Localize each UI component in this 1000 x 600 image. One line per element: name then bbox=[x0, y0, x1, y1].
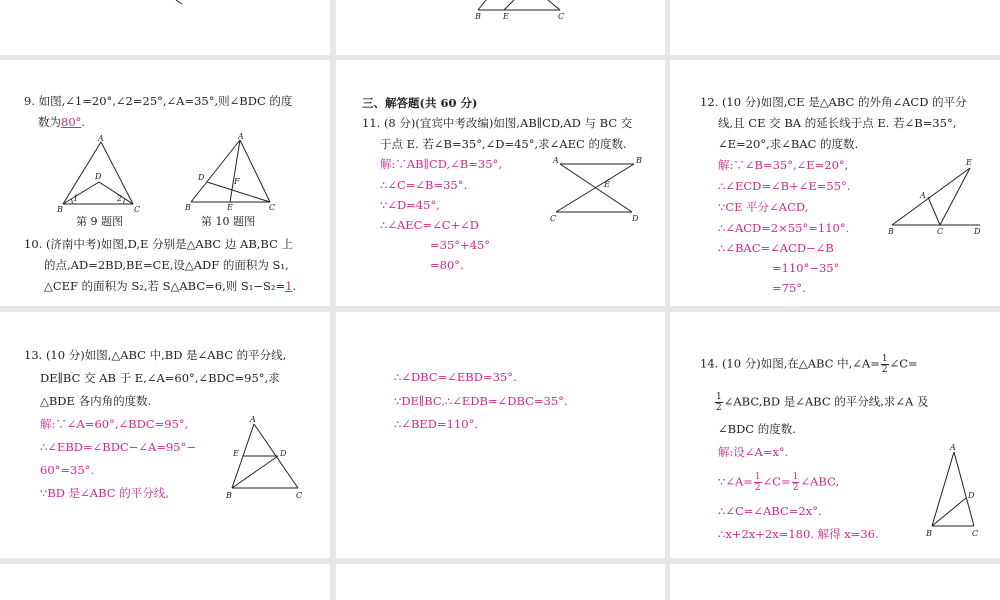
figure-q11 bbox=[550, 156, 642, 223]
fig13-label-c: C bbox=[296, 491, 303, 500]
panel-q14 bbox=[670, 312, 1000, 558]
q12-sol-4: ∴∠ACD=2×55°=110°. bbox=[718, 221, 850, 235]
fig14-label-b: B bbox=[926, 529, 932, 538]
fig14-label-a: A bbox=[950, 443, 956, 452]
panel-q13-continued bbox=[336, 312, 665, 558]
q12-sol-7: =75°. bbox=[772, 281, 806, 295]
top-left-panel bbox=[0, 0, 330, 55]
fig11-label-c: C bbox=[550, 214, 557, 223]
fig9-label-a: A bbox=[98, 134, 104, 143]
bottom-right-panel bbox=[670, 564, 1000, 600]
fig9-label-d: D bbox=[95, 172, 102, 181]
q14-frac-4: $\frac{1}{2}$ bbox=[792, 472, 799, 493]
bottom-left-panel bbox=[0, 564, 330, 600]
fig-top-label-b: B bbox=[475, 12, 481, 21]
fig10-label-b: B bbox=[185, 203, 191, 212]
q12-sol-5: ∴∠BAC=∠ACD−∠B bbox=[718, 241, 834, 255]
q11-line2: 于点 E. 若∠B=35°,∠D=45°,求∠AEC 的度数. bbox=[380, 137, 627, 151]
top-middle-panel bbox=[336, 0, 665, 55]
q13-sol-2: ∴∠EBD=∠BDC−∠A=95°− bbox=[40, 440, 196, 454]
q11-sol-4: ∴∠AEC=∠C+∠D bbox=[380, 218, 480, 232]
fig13-label-e: E bbox=[233, 449, 239, 458]
figure-q10 bbox=[185, 132, 285, 212]
panel-q9-q10 bbox=[0, 60, 330, 306]
fig12-label-c: C bbox=[937, 227, 944, 236]
q12-sol-1: 解:∵∠B=35°,∠E=20°, bbox=[718, 158, 849, 172]
panel-q12 bbox=[670, 60, 1000, 306]
panel-q13 bbox=[0, 312, 330, 558]
figure-q13 bbox=[226, 415, 316, 500]
q11-sol-5: =35°+45° bbox=[430, 238, 491, 252]
fig11-label-a: A bbox=[553, 156, 559, 165]
q12-line3: ∠E=20°,求∠BAC 的度数. bbox=[718, 137, 859, 151]
q14-line3: ∠BDC 的度数. bbox=[718, 422, 796, 436]
fig10-label-d: D bbox=[198, 173, 205, 182]
top-right-panel bbox=[670, 0, 1000, 55]
fig11-label-d: D bbox=[632, 214, 639, 223]
q14-sol-2: ∵∠A= $\frac{1}{2}$ ∠C= $\frac{1}{2}$ ∠ABC, bbox=[718, 472, 840, 493]
q12-line1: 12. (10 分)如图,CE 是△ABC 的外角∠ACD 的平分 bbox=[700, 95, 967, 109]
fig9-label-2: 2 bbox=[117, 194, 123, 203]
q9-line2: 数为80°. bbox=[38, 115, 86, 129]
q14-line1: 14. (10 分)如图,在△ABC 中,∠A= $\frac{1}{2}$ ∠C= bbox=[700, 354, 918, 375]
top-left-figure-fragment bbox=[0, 0, 330, 55]
q14-line2: $\frac{1}{2}$ ∠ABC,BD 是∠ABC 的平分线,求∠A 及 bbox=[716, 392, 929, 413]
fig11-label-b: B bbox=[636, 156, 642, 165]
q13-line3: △BDE 各内角的度数. bbox=[40, 394, 152, 408]
fig13-label-a: A bbox=[250, 415, 256, 424]
q9-line1: 9. 如图,∠1=20°,∠2=25°,∠A=35°,则∠BDC 的度 bbox=[24, 94, 293, 108]
q10-line3: △CEF 的面积为 S₂,若 S△ABC=6,则 S₁−S₂=1. bbox=[44, 279, 297, 293]
fig-top-label-e: E bbox=[503, 12, 509, 21]
q14-sol-1: 解:设∠A=x°. bbox=[718, 445, 789, 459]
q13-sol-4: ∵BD 是∠ABC 的平分线, bbox=[40, 486, 169, 500]
fig12-label-a: A bbox=[920, 191, 926, 200]
q9-answer: 80° bbox=[61, 115, 82, 129]
q12-sol-6: =110°−35° bbox=[772, 261, 840, 275]
fig9-label-b: B bbox=[57, 205, 63, 214]
q14-sol-3: ∴∠C=∠ABC=2x°. bbox=[718, 504, 822, 518]
fig14-label-c: C bbox=[972, 529, 979, 538]
figure-q12 bbox=[888, 158, 988, 236]
top-middle-figure-fragment bbox=[336, 0, 665, 55]
q14-frac-1: $\frac{1}{2}$ bbox=[881, 354, 888, 375]
fig9-label-c: C bbox=[134, 205, 141, 214]
q13-sol-1: 解:∵∠A=60°,∠BDC=95°, bbox=[40, 417, 189, 431]
q12-sol-2: ∴∠ECD=∠B+∠E=55°. bbox=[718, 179, 851, 193]
fig12-label-d: D bbox=[974, 227, 981, 236]
q11-sol-2: ∴∠C=∠B=35°. bbox=[380, 178, 468, 192]
q14-frac-3: $\frac{1}{2}$ bbox=[754, 472, 761, 493]
q13-cont-1: ∴∠DBC=∠EBD=35°. bbox=[394, 370, 517, 384]
q13-cont-3: ∴∠BED=110°. bbox=[394, 417, 479, 431]
fig-top-label-c: C bbox=[558, 12, 565, 21]
q14-frac-2: $\frac{1}{2}$ bbox=[716, 392, 722, 413]
section-title: 三、解答题(共 60 分) bbox=[362, 96, 478, 110]
fig12-label-e: E bbox=[966, 158, 972, 167]
fig9-label-1: 1 bbox=[73, 194, 79, 203]
q14-sol-4: ∴x+2x+2x=180. 解得 x=36. bbox=[718, 527, 879, 541]
q10-line2: 的点,AD=2BD,BE=CE,设△ADF 的面积为 S₁, bbox=[44, 258, 289, 272]
fig10-label-f: F bbox=[234, 177, 240, 186]
q10-answer: 1 bbox=[285, 279, 293, 293]
fig9-caption: 第 9 题图 bbox=[76, 215, 123, 228]
q13-line1: 13. (10 分)如图,△ABC 中,BD 是∠ABC 的平分线, bbox=[24, 348, 287, 362]
fig10-caption: 第 10 题图 bbox=[201, 215, 255, 228]
fig14-label-d: D bbox=[968, 491, 975, 500]
q13-cont-2: ∵DE∥BC,∴∠EDB=∠DBC=35°. bbox=[394, 394, 568, 408]
q11-sol-1: 解:∵AB∥CD,∠B=35°, bbox=[380, 157, 502, 171]
q11-sol-6: =80°. bbox=[430, 258, 464, 272]
q12-line2: 线,且 CE 交 BA 的延长线于点 E. 若∠B=35°, bbox=[718, 116, 957, 130]
fig13-label-d: D bbox=[280, 449, 287, 458]
figure-q9 bbox=[55, 134, 155, 214]
fig11-label-e: E bbox=[604, 180, 610, 189]
q13-line2: DE∥BC 交 AB 于 E,∠A=60°,∠BDC=95°,求 bbox=[40, 371, 280, 385]
q11-sol-3: ∵∠D=45°, bbox=[380, 198, 440, 212]
fig12-label-b: B bbox=[888, 227, 894, 236]
fig10-label-c: C bbox=[269, 203, 276, 212]
q12-sol-3: ∵CE 平分∠ACD, bbox=[718, 200, 809, 214]
fig10-label-a: A bbox=[238, 132, 244, 141]
fig13-label-b: B bbox=[226, 491, 232, 500]
bottom-middle-panel bbox=[336, 564, 665, 600]
figure-q14 bbox=[926, 443, 986, 540]
fig10-label-e: E bbox=[227, 203, 233, 212]
q13-sol-3: 60°=35°. bbox=[40, 463, 95, 477]
q11-line1: 11. (8 分)(宜宾中考改编)如图,AB∥CD,AD 与 BC 交 bbox=[362, 116, 633, 130]
panel-q11 bbox=[336, 60, 665, 306]
q10-line1: 10. (济南中考)如图,D,E 分别是△ABC 边 AB,BC 上 bbox=[24, 237, 294, 251]
